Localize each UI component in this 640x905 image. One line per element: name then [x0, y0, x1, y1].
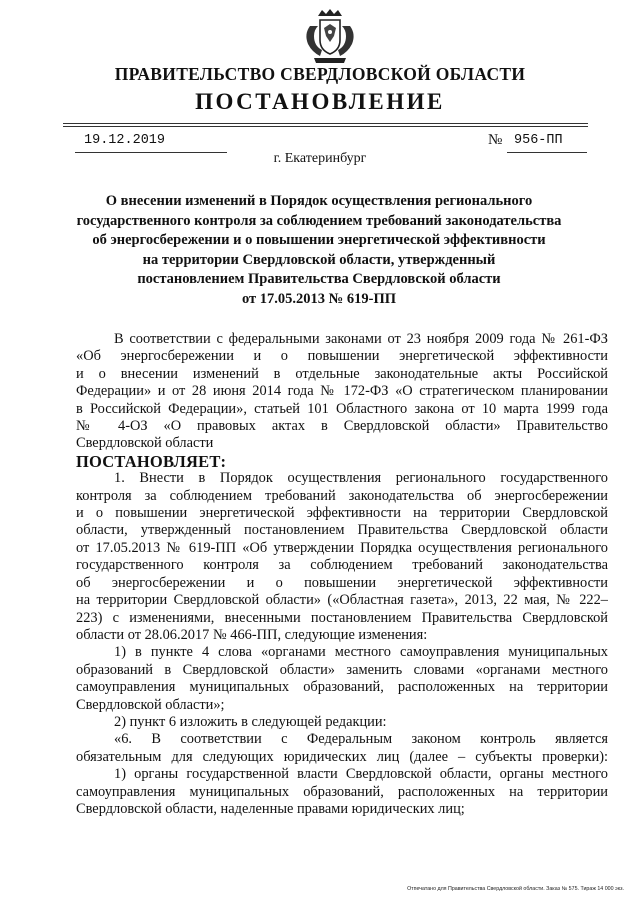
- body-line: от 17.05.2013 № 619-ПП «Об утверждении Порядка осуществления регионального: [76, 539, 608, 556]
- heading-line: О внесении изменений в Порядок осуществления регионального: [105, 193, 533, 209]
- document-type-title: ПОСТАНОВЛЕНИЕ: [195, 89, 445, 114]
- body-line: 1) органы государственной власти Свердловской области, органы местного: [114, 766, 608, 783]
- body-line: и о повышении энергетической эффективности на территории Свердловской: [76, 505, 608, 522]
- body-line: области, утвержденный постановлением Правительства Свердловской области: [76, 522, 608, 539]
- body-line: контроля за соблюдением требований законодательства об энергосбережении: [76, 487, 608, 504]
- government-title: ПРАВИТЕЛЬСТВО СВЕРДЛОВСКОЙ ОБЛАСТИ: [114, 64, 526, 84]
- heading-line: от 17.05.2013 № 619-ПП: [241, 290, 396, 307]
- body-line: 1) в пункте 4 слова «органами местного самоуправления муниципальных: [114, 644, 608, 661]
- body-line: Свердловской области, наделенные правами юридических лиц;: [76, 800, 465, 817]
- decree-word: ПОСТАНОВЛЯЕТ:: [76, 452, 227, 471]
- body-line: «Об энергосбережении и о повышении энергетической эффективности: [76, 348, 608, 365]
- heading-line: на территории Свердловской области, утвержденный: [142, 251, 496, 268]
- document-body: [76, 331, 608, 818]
- body-line: в Российской Федерации», статьей 101 Областного закона от 10 марта 1999 года: [76, 400, 608, 417]
- print-footer: Отпечатано для Правительства Свердловской области. Заказ № 575. Тираж 14 000 экз.: [407, 886, 624, 892]
- header-divider: [63, 123, 588, 124]
- body-line: В соответствии с федеральными законами от 23 ноября 2009 года № 261-ФЗ: [114, 331, 608, 347]
- body-line: на территории Свердловской области» («Областная газета», 2013, 22 мая, № 222–: [76, 592, 608, 609]
- body-line: Свердловской области»;: [76, 696, 225, 713]
- body-line: об энергосбережении и о повышении энергетической эффективности: [76, 574, 608, 591]
- body-line: «6. В соответствии с Федеральным законом контроль является: [114, 731, 608, 748]
- document-number: 956-ПП: [514, 133, 563, 148]
- body-line: области от 28.06.2017 № 466-ПП, следующие изменения:: [76, 626, 428, 643]
- body-line: самоуправления муниципальных образований, расположенных на территории: [76, 783, 608, 800]
- body-line: образований в Свердловской области» заменить словами «органами местного: [76, 661, 608, 678]
- number-sign: №: [488, 132, 503, 148]
- heading-line: постановлением Правительства Свердловской области: [137, 271, 501, 288]
- document-date: 19.12.2019: [84, 133, 166, 148]
- body-line: 223) с изменениями, внесенными постановлением Правительства Свердловской: [76, 609, 608, 626]
- body-line: 2) пункт 6 изложить в следующей редакции:: [114, 713, 387, 730]
- heading-line: об энергосбережении и о повышении энергетической эффективности: [92, 232, 546, 249]
- body-line: самоуправления муниципальных образований, расположенных на территории: [76, 679, 608, 696]
- body-line: 1. Внести в Порядок осуществления регионального государственного: [114, 470, 608, 487]
- coat-of-arms-emblem: [300, 6, 360, 66]
- body-line: Федерации» и от 28 июня 2014 года № 172-ФЗ «О стратегическом планировании: [76, 383, 608, 400]
- body-line: государственного контроля за соблюдением требований законодательства: [76, 557, 608, 574]
- body-line: № 4-ОЗ «О правовых актах в Свердловской области» Правительство: [76, 418, 608, 435]
- issue-city: г. Екатеринбург: [273, 151, 367, 166]
- body-line: обязательным для следующих юридических лиц (далее – субъекты проверки):: [76, 748, 608, 765]
- heading-line: государственного контроля за соблюдением требований законодательства: [76, 212, 562, 229]
- body-line: и о внесении изменений в отдельные законодательные акты Российской: [76, 365, 608, 382]
- body-line: Свердловской области: [76, 435, 214, 452]
- header-divider-second: [63, 126, 588, 127]
- document-heading: [64, 192, 574, 310]
